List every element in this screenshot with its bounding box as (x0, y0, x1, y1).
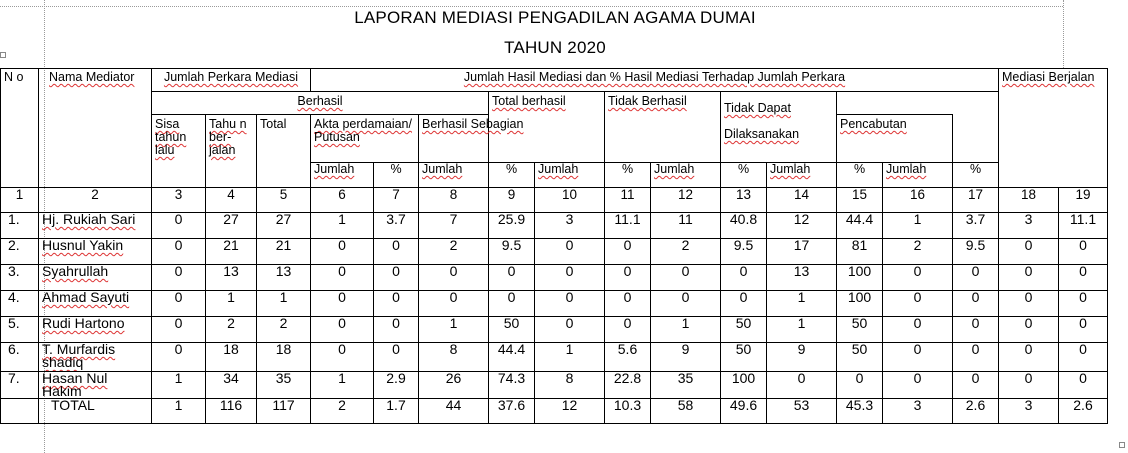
table-cell: 11.1 (1059, 213, 1108, 239)
table-cell: 0 (999, 372, 1059, 399)
table-cell: 9.5 (489, 239, 535, 265)
table-cell: 0 (535, 291, 605, 317)
total-row (1, 399, 1108, 424)
table-cell: 0 (651, 291, 721, 317)
table-cell: 0 (1059, 317, 1108, 343)
table-cell: 0 (1059, 239, 1108, 265)
table-cell: 0 (311, 265, 374, 291)
col-header-tidak-berhasil: Tidak Berhasil (605, 92, 721, 163)
column-number-row-group (1, 188, 1108, 213)
table-cell: 0 (999, 239, 1059, 265)
table-cell: 22.8 (605, 372, 651, 399)
column-number: 8 (419, 188, 489, 213)
sub-header-persen: % (721, 163, 767, 188)
table-cell: 1 (311, 213, 374, 239)
table-cell: 2 (206, 317, 257, 343)
col-header-no: N o (1, 69, 39, 188)
row-number (1, 399, 39, 424)
table-cell: 81 (837, 239, 883, 265)
table-cell: 21 (206, 239, 257, 265)
column-number: 5 (257, 188, 311, 213)
sub-header-jumlah: Jumlah (419, 163, 489, 188)
sub-header-jumlah: Jumlah (311, 163, 374, 188)
table-cell: 1 (767, 317, 837, 343)
column-number: 16 (883, 188, 953, 213)
row-number: 4. (1, 291, 39, 317)
total-cell: 49.6 (721, 399, 767, 424)
sub-header-jumlah: Jumlah (767, 163, 837, 188)
col-header-total: Total (257, 115, 311, 188)
total-cell: 116 (206, 399, 257, 424)
table-cell: 3.7 (953, 213, 999, 239)
column-number: 2 (39, 188, 152, 213)
table-cell: 1 (206, 291, 257, 317)
table-cell: 0 (152, 213, 206, 239)
table-cell: 11.1 (605, 213, 651, 239)
table-cell: 1 (311, 372, 374, 399)
sub-header-persen: % (837, 163, 883, 188)
table-cell: 13 (206, 265, 257, 291)
table-body (1, 213, 1108, 424)
column-number: 18 (999, 188, 1059, 213)
table-cell: 18 (206, 343, 257, 372)
column-number: 12 (651, 188, 721, 213)
col-header-tahun-berjalan: Tahu n ber- jalan (206, 115, 257, 188)
row-number: 1. (1, 213, 39, 239)
table-cell: 50 (837, 317, 883, 343)
total-cell: 1.7 (374, 399, 419, 424)
table-cell: 8 (419, 343, 489, 372)
table-cell: 0 (999, 343, 1059, 372)
report-year: TAHUN 2020 (504, 38, 606, 57)
mediator-name: Ahmad Sayuti (39, 291, 152, 317)
table-cell: 1 (419, 317, 489, 343)
table-cell: 0 (953, 291, 999, 317)
table-cell: 3 (535, 213, 605, 239)
table-cell: 0 (999, 317, 1059, 343)
column-number: 10 (535, 188, 605, 213)
table-cell: 0 (535, 317, 605, 343)
total-cell: 3 (999, 399, 1059, 424)
table-cell: 0 (152, 291, 206, 317)
total-cell: 53 (767, 399, 837, 424)
table-cell: 0 (489, 291, 535, 317)
table-cell: 0 (953, 372, 999, 399)
column-number: 1 (1, 188, 39, 213)
table-cell: 0 (953, 265, 999, 291)
table-cell: 0 (999, 291, 1059, 317)
table-cell: 0 (767, 372, 837, 399)
table-cell: 1 (883, 213, 953, 239)
table-cell: 0 (152, 343, 206, 372)
column-number: 6 (311, 188, 374, 213)
col-header-akta: Akta perdamaian/ Putusan (311, 115, 419, 163)
col-header-jumlah-perkara: Jumlah Perkara Mediasi (152, 69, 311, 92)
total-cell: 1 (152, 399, 206, 424)
sub-header-persen: % (489, 163, 535, 188)
table-row (1, 317, 1108, 343)
table-cell: 0 (152, 239, 206, 265)
total-cell: 2 (311, 399, 374, 424)
table-cell: 0 (953, 317, 999, 343)
column-number: 9 (489, 188, 535, 213)
table-cell: 2 (651, 239, 721, 265)
table-cell: 0 (651, 265, 721, 291)
table-cell: 0 (999, 265, 1059, 291)
column-number: 15 (837, 188, 883, 213)
table-cell: 74.3 (489, 372, 535, 399)
table-cell: 0 (311, 291, 374, 317)
column-number: 14 (767, 188, 837, 213)
table-cell: 0 (152, 317, 206, 343)
table-cell: 0 (883, 372, 953, 399)
report-title: LAPORAN MEDIASI PENGADILAN AGAMA DUMAI (354, 8, 756, 27)
mediator-name: Husnul Yakin (39, 239, 152, 265)
table-cell: 25.9 (489, 213, 535, 239)
total-label: TOTAL (39, 399, 152, 424)
table-cell: 0 (152, 265, 206, 291)
row-number: 5. (1, 317, 39, 343)
table-cell: 0 (883, 343, 953, 372)
page-corner-marker (1119, 442, 1125, 448)
table-row (1, 343, 1108, 372)
table-cell: 5.6 (605, 343, 651, 372)
row-number: 3. (1, 265, 39, 291)
column-number-row (1, 188, 1108, 213)
table-cell: 0 (837, 372, 883, 399)
total-cell: 10.3 (605, 399, 651, 424)
mediator-name: Hasan Nul Hakim (39, 372, 152, 399)
table-cell: 0 (374, 265, 419, 291)
col-header-berhasil-sebagian: Berhasil Sebagian (419, 115, 535, 163)
total-cell: 117 (257, 399, 311, 424)
table-cell: 0 (1059, 372, 1108, 399)
column-number: 17 (953, 188, 999, 213)
col-header-hasil-mediasi: Jumlah Hasil Mediasi dan % Hasil Mediasi Terhadap Jumlah Perkara (311, 69, 999, 92)
table-cell: 0 (374, 343, 419, 372)
total-cell: 44 (419, 399, 489, 424)
table-cell: 11 (651, 213, 721, 239)
table-cell: 40.8 (721, 213, 767, 239)
table-cell: 0 (605, 291, 651, 317)
table-cell: 0 (374, 239, 419, 265)
table-cell: 3.7 (374, 213, 419, 239)
total-cell: 58 (651, 399, 721, 424)
table-cell: 13 (767, 265, 837, 291)
table-cell: 2 (419, 239, 489, 265)
col-header-tidak-dapat: Tidak Dapat Dilaksanakan (721, 92, 837, 163)
table-cell: 0 (883, 265, 953, 291)
table-cell: 35 (651, 372, 721, 399)
sub-header-jumlah: Jumlah (651, 163, 721, 188)
table-cell: 0 (374, 291, 419, 317)
table-cell: 50 (489, 317, 535, 343)
table-cell: 0 (605, 265, 651, 291)
table-cell: 27 (206, 213, 257, 239)
table-cell: 0 (883, 317, 953, 343)
col-header-berhasil: Berhasil (152, 92, 489, 115)
table-cell: 1 (257, 291, 311, 317)
table-cell: 100 (837, 265, 883, 291)
table-cell: 0 (419, 291, 489, 317)
table-cell: 35 (257, 372, 311, 399)
col-header-sisa: Sisa tahun lalu (152, 115, 206, 188)
table-cell: 0 (489, 265, 535, 291)
mediator-name: Rudi Hartono (39, 317, 152, 343)
table-cell: 0 (1059, 291, 1108, 317)
table-cell: 13 (257, 265, 311, 291)
table-cell: 50 (837, 343, 883, 372)
table-cell: 1 (535, 343, 605, 372)
total-cell: 45.3 (837, 399, 883, 424)
column-number: 7 (374, 188, 419, 213)
table-cell: 3 (999, 213, 1059, 239)
table-cell: 12 (767, 213, 837, 239)
table-cell: 9 (767, 343, 837, 372)
table-cell: 0 (605, 239, 651, 265)
table-cell: 8 (535, 372, 605, 399)
table-cell: 9 (651, 343, 721, 372)
table-cell: 18 (257, 343, 311, 372)
table-row (1, 372, 1108, 399)
total-cell: 12 (535, 399, 605, 424)
mediator-name: Hj. Rukiah Sari (39, 213, 152, 239)
table-cell: 44.4 (837, 213, 883, 239)
sub-header-jumlah: Jumlah (535, 163, 605, 188)
table-cell: 2.9 (374, 372, 419, 399)
table-cell: 0 (883, 291, 953, 317)
table-cell: 1 (767, 291, 837, 317)
table-cell: 1 (152, 372, 206, 399)
total-cell: 2.6 (953, 399, 999, 424)
col-header-total-berhasil: Total berhasil (489, 92, 605, 163)
column-number: 13 (721, 188, 767, 213)
column-number: 3 (152, 188, 206, 213)
table-cell: 1 (651, 317, 721, 343)
row-number: 7. (1, 372, 39, 399)
row-number: 2. (1, 239, 39, 265)
total-cell: 2.6 (1059, 399, 1108, 424)
table-cell: 0 (419, 265, 489, 291)
table-cell: 0 (311, 343, 374, 372)
table-row (1, 213, 1108, 239)
total-cell: 3 (883, 399, 953, 424)
table-cell: 0 (721, 265, 767, 291)
mediation-report-table (0, 68, 1108, 424)
mediator-name: Syahrullah (39, 265, 152, 291)
table-row (1, 239, 1108, 265)
top-margin-guide (0, 6, 1063, 7)
table-cell: 0 (535, 239, 605, 265)
mediator-name: T. Murfardis shadiq (39, 343, 152, 372)
sub-header-persen: % (605, 163, 651, 188)
table-cell: 21 (257, 239, 311, 265)
col-header-mediasi-berjalan: Mediasi Berjalan (999, 69, 1108, 188)
row-number: 6. (1, 343, 39, 372)
col-header-pencabutan: Pencabutan (837, 115, 953, 163)
sub-header-persen: % (374, 163, 419, 188)
table-cell: 44.4 (489, 343, 535, 372)
table-cell: 17 (767, 239, 837, 265)
col-header-mediator: Nama Mediator (39, 69, 152, 188)
table-row (1, 265, 1108, 291)
table-cell: 9.5 (953, 239, 999, 265)
table-cell: 0 (374, 317, 419, 343)
table-cell: 0 (1059, 343, 1108, 372)
table-row (1, 291, 1108, 317)
table-cell: 0 (721, 291, 767, 317)
table-cell: 7 (419, 213, 489, 239)
table-cell: 9.5 (721, 239, 767, 265)
table-cell: 0 (311, 239, 374, 265)
column-number: 11 (605, 188, 651, 213)
table-cell: 50 (721, 343, 767, 372)
table-cell: 2 (883, 239, 953, 265)
table-cell: 34 (206, 372, 257, 399)
table-cell: 0 (953, 343, 999, 372)
table-cell: 0 (535, 265, 605, 291)
table-cell: 2 (257, 317, 311, 343)
sub-header-persen: % (953, 163, 999, 188)
column-number: 4 (206, 188, 257, 213)
table-cell: 50 (721, 317, 767, 343)
sub-header-jumlah: Jumlah (883, 163, 953, 188)
table-cell: 100 (837, 291, 883, 317)
total-cell: 37.6 (489, 399, 535, 424)
table-cell: 27 (257, 213, 311, 239)
column-number: 19 (1059, 188, 1108, 213)
table-cell: 0 (311, 317, 374, 343)
table-cell: 100 (721, 372, 767, 399)
table-cell: 0 (605, 317, 651, 343)
table-cell: 0 (1059, 265, 1108, 291)
table-cell: 26 (419, 372, 489, 399)
